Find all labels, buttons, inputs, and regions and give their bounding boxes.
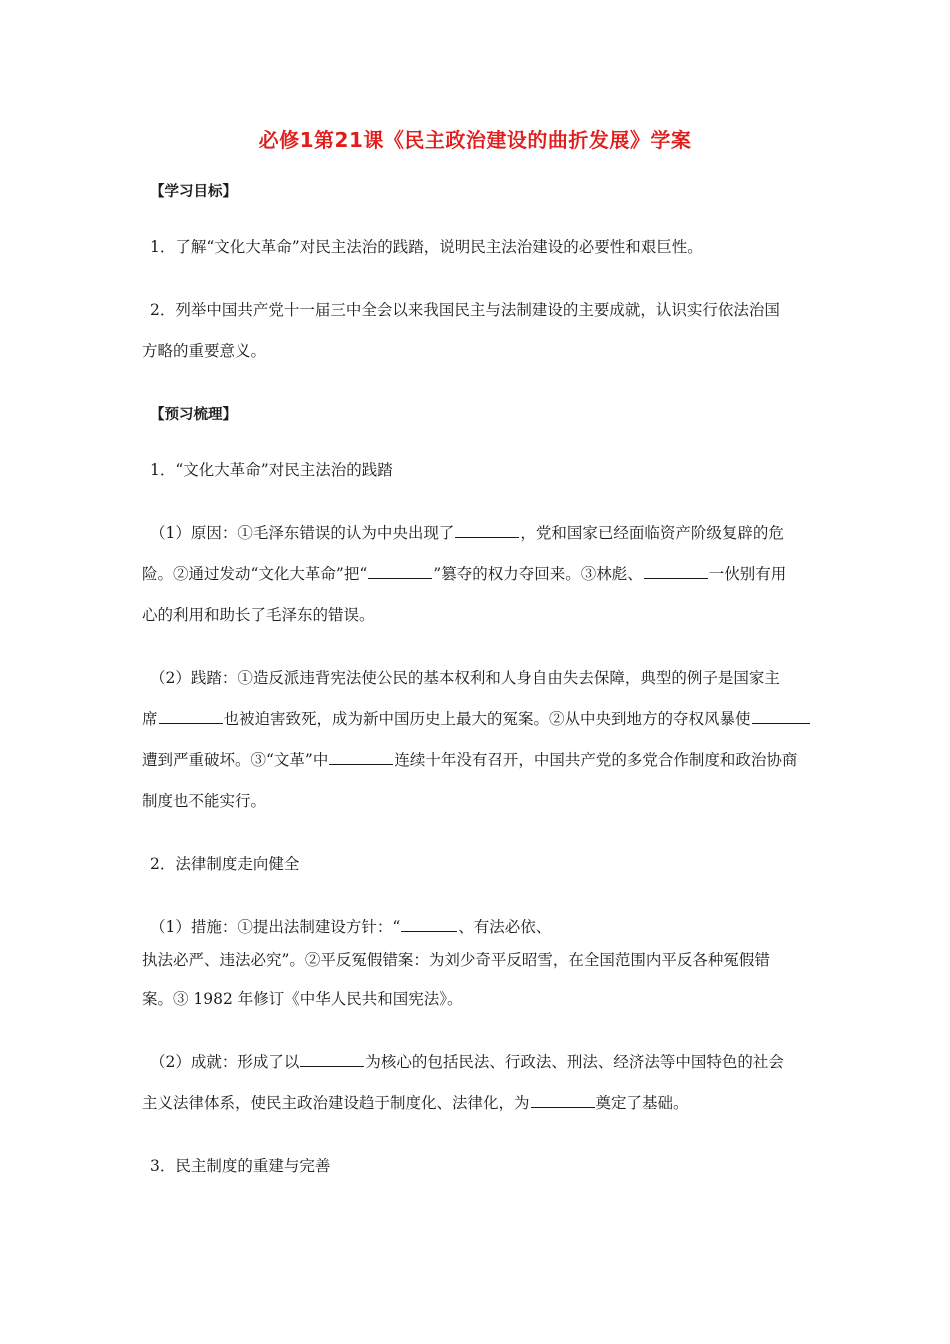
section-1-cause-line-3: 心的利用和助长了毛泽东的错误。: [142, 606, 375, 624]
section-2-measures-line-2: 执法必严、违法必究”。②平反冤假错案：为刘少奇平反昭雪，在全国范围内平反各种冤假错: [142, 951, 770, 969]
text-segment: （2）成就：形成了以: [150, 1053, 300, 1071]
section-1-title: 1．“文化大革命”对民主法治的践踏: [150, 461, 393, 479]
text-segment: 连续十年没有召开，中国共产党的多党合作制度和政治协商: [394, 751, 798, 769]
fill-blank[interactable]: [368, 562, 432, 579]
text-segment: 险。②通过发动“文化大革命”把“: [142, 565, 368, 583]
text-segment: 也被迫害致死，成为新中国历史上最大的冤案。②从中央到地方的夺权风暴使: [223, 710, 751, 728]
section-2-achievement-line-1: [142, 1042, 836, 1083]
text-segment: （1）原因：①毛泽东错误的认为中央出现了: [150, 524, 455, 542]
objectives-heading: 【学习目标】: [150, 184, 237, 200]
section-2-achievement-line-2: [142, 1083, 836, 1124]
text-segment: ，党和国家已经面临资产阶级复辟的危: [520, 524, 784, 542]
fill-blank[interactable]: [455, 521, 519, 538]
document-title: 必修1第21课《民主政治建设的曲折发展》学案: [258, 128, 692, 152]
preview-heading: 【预习梳理】: [150, 407, 237, 423]
text-segment: 一伙别有用: [708, 565, 787, 583]
text-segment: 为核心的包括民法、行政法、刑法、经济法等中国特色的社会: [365, 1053, 784, 1071]
section-1-damage-line-2: [142, 699, 836, 740]
objective-2-line-1: 2．列举中国共产党十一届三中全会以来我国民主与法制建设的主要成就，认识实行依法治国: [150, 301, 780, 319]
text-segment: 席: [142, 710, 158, 728]
fill-blank[interactable]: [401, 915, 457, 932]
fill-blank[interactable]: [159, 707, 223, 724]
fill-blank[interactable]: [300, 1050, 364, 1067]
text-segment: 奠定了基础。: [595, 1094, 689, 1112]
section-1-damage-line-4: 制度也不能实行。: [142, 792, 267, 810]
text-segment: ”篡夺的权力夺回来。③林彪、: [433, 565, 643, 583]
section-1-cause-line-2: [142, 554, 836, 595]
section-1-damage-line-3: [142, 740, 836, 781]
text-segment: （1）措施：①提出法制建设方针：“: [150, 918, 401, 936]
section-3-title: 3．民主制度的重建与完善: [150, 1157, 331, 1175]
objective-1: 1．了解“文化大革命”对民主法治的践踏，说明民主法治建设的必要性和艰巨性。: [150, 238, 703, 256]
text-segment: 、有法必依、: [458, 918, 552, 936]
section-2-measures-line-3: 案。③ 1982 年修订《中华人民共和国宪法》。: [142, 990, 463, 1008]
fill-blank[interactable]: [644, 562, 708, 579]
section-2-title: 2．法律制度走向健全: [150, 855, 300, 873]
objective-2-line-2: 方略的重要意义。: [142, 342, 267, 360]
fill-blank[interactable]: [329, 748, 393, 765]
section-1-damage-line-1: （2）践踏：①造反派违背宪法使公民的基本权利和人身自由失去保障，典型的例子是国家主: [150, 669, 780, 687]
fill-blank[interactable]: [752, 707, 810, 724]
section-1-cause-line-1: [142, 513, 836, 554]
text-segment: 遭到严重破坏。③“文革”中: [142, 751, 329, 769]
text-segment: 主义法律体系，使民主政治建设趋于制度化、法律化，为: [142, 1094, 530, 1112]
fill-blank[interactable]: [531, 1091, 595, 1108]
